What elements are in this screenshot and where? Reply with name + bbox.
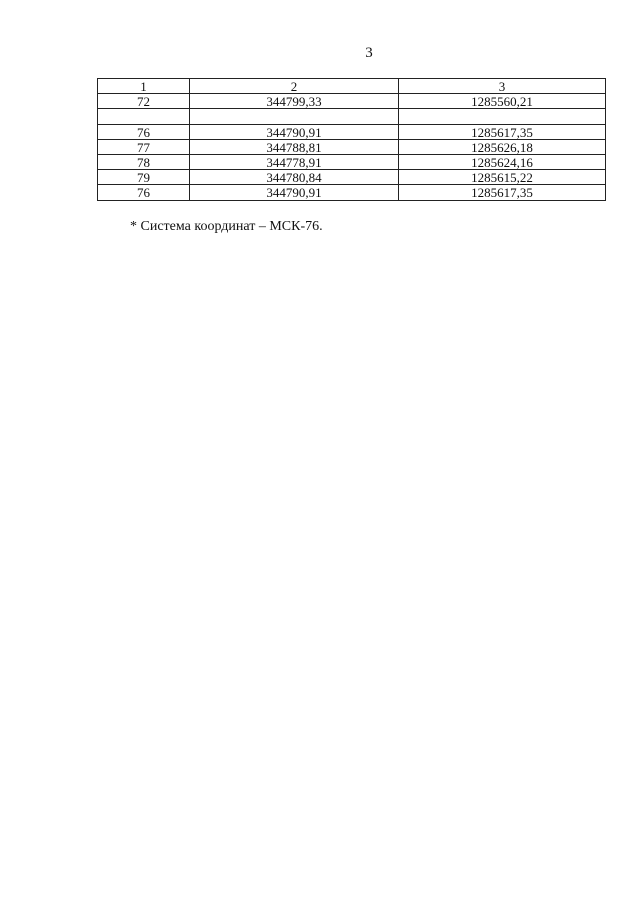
- table-header-cell: 1: [98, 79, 190, 94]
- footnote: * Система координат – МСК-76.: [130, 219, 323, 234]
- table-cell: 344790,91: [190, 125, 399, 140]
- table-cell: 1285626,18: [399, 140, 606, 155]
- table-row: [98, 140, 606, 155]
- table-cell: 72: [98, 94, 190, 109]
- table-cell: 78: [98, 155, 190, 170]
- table-cell: 1285615,22: [399, 170, 606, 185]
- table-cell: 1285617,35: [399, 125, 606, 140]
- table-cell: 76: [98, 185, 190, 201]
- table-row: [98, 94, 606, 109]
- table-cell: 344799,33: [190, 94, 399, 109]
- table-cell: 1285617,35: [399, 185, 606, 201]
- table-cell: [98, 109, 190, 125]
- table-cell: [399, 109, 606, 125]
- table-cell: 1285624,16: [399, 155, 606, 170]
- table-cell: 344778,91: [190, 155, 399, 170]
- table-header-row: [98, 79, 606, 94]
- table-row: [98, 155, 606, 170]
- table-cell: 344788,81: [190, 140, 399, 155]
- table-cell: 1285560,21: [399, 94, 606, 109]
- table-cell: 79: [98, 170, 190, 185]
- table-header-cell: 3: [399, 79, 606, 94]
- table-cell: [190, 109, 399, 125]
- table-cell: 77: [98, 140, 190, 155]
- table-cell: 344790,91: [190, 185, 399, 201]
- table-body: [98, 94, 606, 201]
- table-row-empty: [98, 109, 606, 125]
- table-cell: 76: [98, 125, 190, 140]
- coordinates-table: [97, 78, 606, 201]
- table-head: [98, 79, 606, 94]
- table-row: [98, 125, 606, 140]
- table-cell: 344780,84: [190, 170, 399, 185]
- table-row: [98, 170, 606, 185]
- table-row: [98, 185, 606, 201]
- table-header-cell: 2: [190, 79, 399, 94]
- page-number: 3: [365, 45, 373, 61]
